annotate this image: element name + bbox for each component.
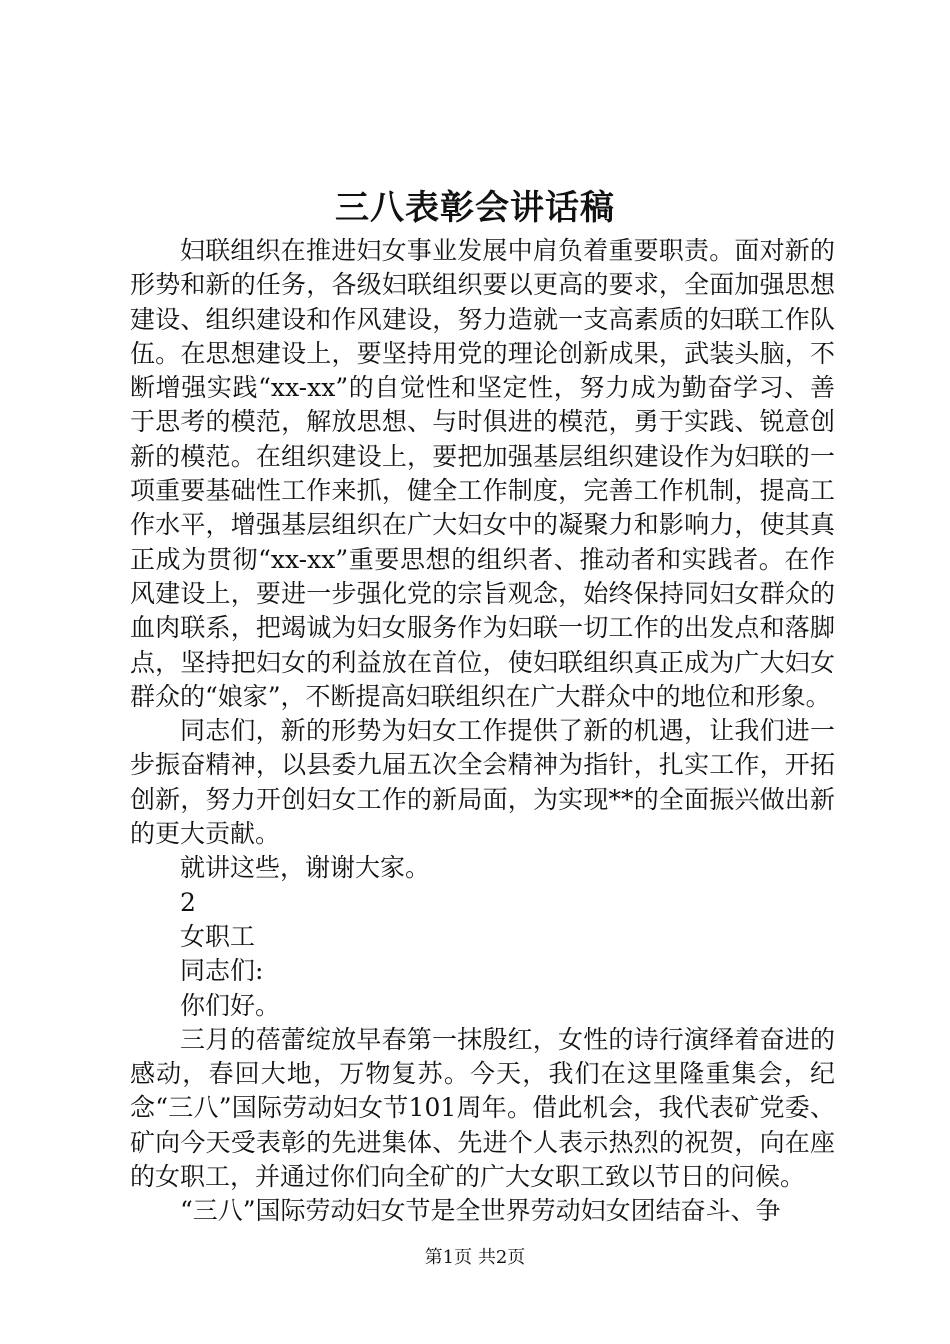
page-footer: 第1页 共2页	[424, 1247, 526, 1268]
greeting: 你们好。	[180, 990, 281, 1020]
paragraph: 三月的蓓蕾绽放早春第一抹殷红，女性的诗行演绎着奋进的感动，春回大地，万物复苏。今天，我们在这里隆重集会，纪念“三八”国际劳动妇女节101周年。借此机会，我代表矿党委、矿向今天受表彰的先进集体、先进个人表示热烈的祝贺，向在座的女职工，并通过你们向全矿的广大女职工致以节日的问候。	[130, 1024, 835, 1192]
document-title: 三八表彰会讲话稿	[335, 188, 615, 228]
section-number: 2	[180, 887, 196, 917]
paragraph: 同志们，新的形势为妇女工作提供了新的机遇，让我们进一步振奋精神，以县委九届五次全会精神为指针，扎实工作，开拓创新，努力开创妇女工作的新局面，为实现**的全面振兴做出新的更大贡献。	[130, 716, 835, 849]
document-body	[130, 234, 835, 1229]
paragraph: 就讲这些，谢谢大家。	[180, 853, 431, 883]
paragraph: “三八”国际劳动妇女节是全世界劳动妇女团结奋斗、争	[180, 1196, 781, 1226]
paragraph: 妇联组织在推进妇女事业发展中肩负着重要职责。面对新的形势和新的任务，各级妇联组织要以更高的要求，全面加强思想建设、组织建设和作风建设，努力造就一支高素质的妇联工作队伍。在思想建设上，要坚持用党的理论创新成果，武装头脑，不断增强实践“xx-xx”的自觉性和坚定性，努力成为勤奋学习、善于思考的模范，解放思想、与时俱进的模范，勇于实践、锐意创新的模范。在组织建设上，要把加强基层组织建设作为妇联的一项重要基础性工作来抓，健全工作制度，完善工作机制，提高工作水平，增强基层组织在广大妇女中的凝聚力和影响力，使其真正成为贯彻“xx-xx”重要思想的组织者、推动者和实践者。在作风建设上，要进一步强化党的宗旨观念，始终保持同妇女群众的血肉联系，把竭诚为妇女服务作为妇联一切工作的出发点和落脚点，坚持把妇女的利益放在首位，使妇联组织真正成为广大妇女群众的“娘家”，不断提高妇联组织在广大群众中的地位和形象。	[130, 236, 835, 711]
section-heading: 女职工	[180, 921, 256, 951]
salutation: 同志们:	[180, 956, 264, 986]
